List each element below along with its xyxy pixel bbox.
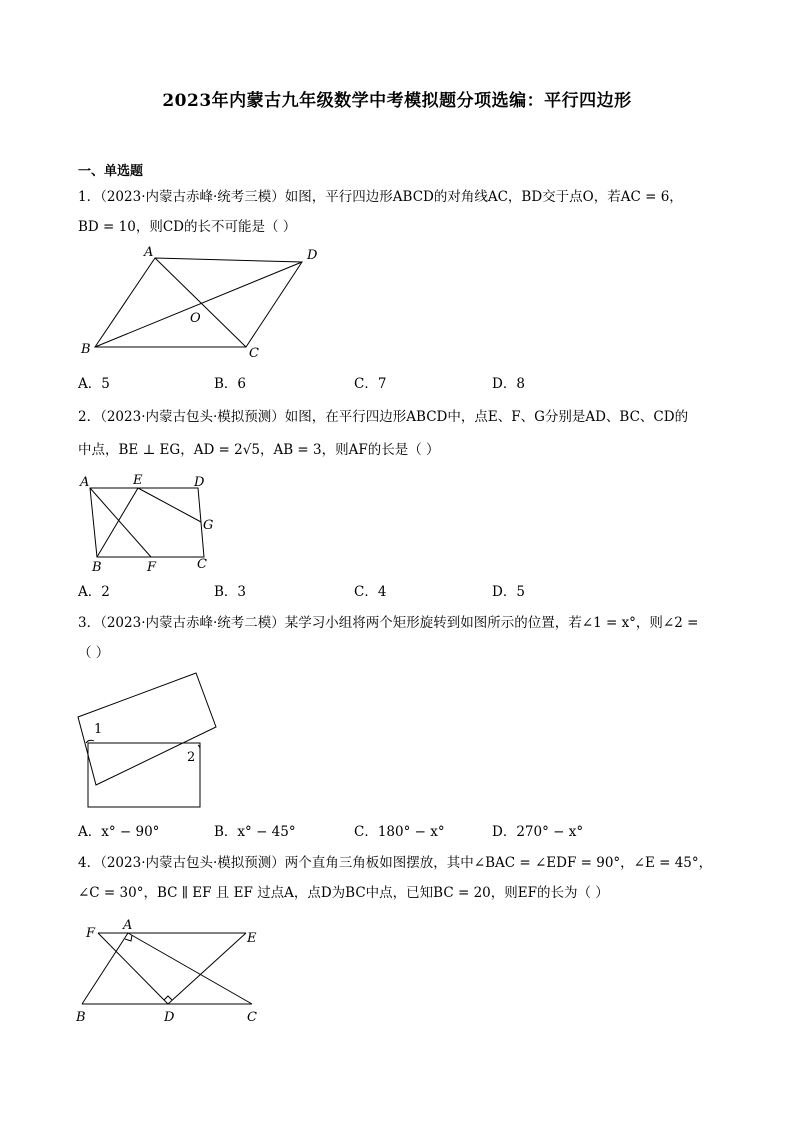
question-2-line-2: 中点，BE ⊥ EG，AD = 2√5，AB = 3，则AF的长是（ ） [78, 442, 440, 458]
question-4-line-1: 4．（2023·内蒙古包头·模拟预测）两个直角三角板如图摆放，其中∠BAC = ∠EDF = 90°，∠E = 45°， [78, 855, 713, 871]
diagonal-ac [155, 258, 246, 347]
label-o: O [190, 311, 201, 326]
label-e: E [247, 931, 257, 946]
lower-rectangle [88, 743, 200, 807]
question-3-options [78, 820, 718, 840]
option-b[interactable]: B．6 [214, 376, 247, 392]
option-b[interactable]: B．x° − 45° [214, 824, 296, 840]
question-1-line-1: 1．（2023·内蒙古赤峰·统考三模）如图，平行四边形ABCD的对角线AC，BD交于点O，若AC = 6， [78, 189, 683, 205]
option-d[interactable]: D．270° − x° [492, 824, 584, 840]
label-f: F [147, 560, 157, 575]
question-4-line-2: ∠C = 30°，BC ∥ EF 且 EF 过点A，点D为BC中点，已知BC = 20，则EF的长为（ ） [78, 885, 609, 901]
angle-2-label: 2 [187, 750, 196, 765]
segment-fd [98, 933, 168, 1004]
parallelogram-abcd [95, 258, 302, 347]
option-a[interactable]: A．x° − 90° [78, 824, 160, 840]
label-b: B [92, 560, 102, 575]
question-2-options [78, 580, 718, 600]
question-3-figure [70, 665, 230, 815]
question-1-figure [70, 240, 340, 365]
option-c[interactable]: C．180° − x° [354, 824, 445, 840]
option-d[interactable]: D．8 [492, 376, 525, 392]
question-1-line-2: BD = 10，则CD的长不可能是（ ） [78, 219, 297, 235]
label-d: D [164, 1010, 175, 1025]
angle-1-label: 1 [94, 722, 103, 737]
question-2-line-1: 2．（2023·内蒙古包头·模拟预测）如图，在平行四边形ABCD中，点E、F、G分别是AD、BC、CD的 [78, 409, 689, 425]
segment-ac [128, 933, 252, 1004]
diagonal-bd [95, 262, 302, 347]
label-a: A [123, 918, 133, 933]
label-b: B [76, 1010, 86, 1025]
label-b: B [81, 342, 91, 357]
option-c[interactable]: C．7 [354, 376, 387, 392]
label-c: C [197, 557, 207, 572]
question-4-figure [70, 915, 280, 1025]
option-a[interactable]: A．5 [78, 376, 110, 392]
label-c: C [249, 346, 259, 361]
label-c: C [247, 1010, 257, 1025]
option-d[interactable]: D．5 [492, 584, 525, 600]
page-title: 2023年内蒙古九年级数学中考模拟题分项选编：平行四边形 [162, 91, 632, 111]
label-d: D [194, 475, 205, 490]
question-3-line-2: （ ） [78, 645, 110, 661]
option-c[interactable]: C．4 [354, 584, 387, 600]
segment-be [97, 488, 138, 557]
option-a[interactable]: A．2 [78, 584, 110, 600]
label-g: G [203, 518, 214, 533]
label-a: A [80, 475, 90, 490]
segment-eg [138, 488, 201, 522]
parallelogram-abcd [90, 488, 204, 557]
label-d: D [307, 248, 318, 263]
label-f: F [86, 926, 96, 941]
label-e: E [133, 473, 143, 488]
question-2-figure [70, 470, 250, 580]
right-angle-mark-d [164, 996, 172, 1000]
question-1-options [78, 372, 718, 392]
segment-af [90, 488, 151, 557]
label-a: A [144, 245, 154, 260]
section-heading: 一、单选题 [78, 164, 144, 179]
option-b[interactable]: B．3 [214, 584, 247, 600]
segment-ab [82, 933, 128, 1004]
question-3-line-1: 3．（2023·内蒙古赤峰·统考二模）某学习小组将两个矩形旋转到如图所示的位置，若∠1 = x°，则∠2 = [78, 615, 699, 631]
